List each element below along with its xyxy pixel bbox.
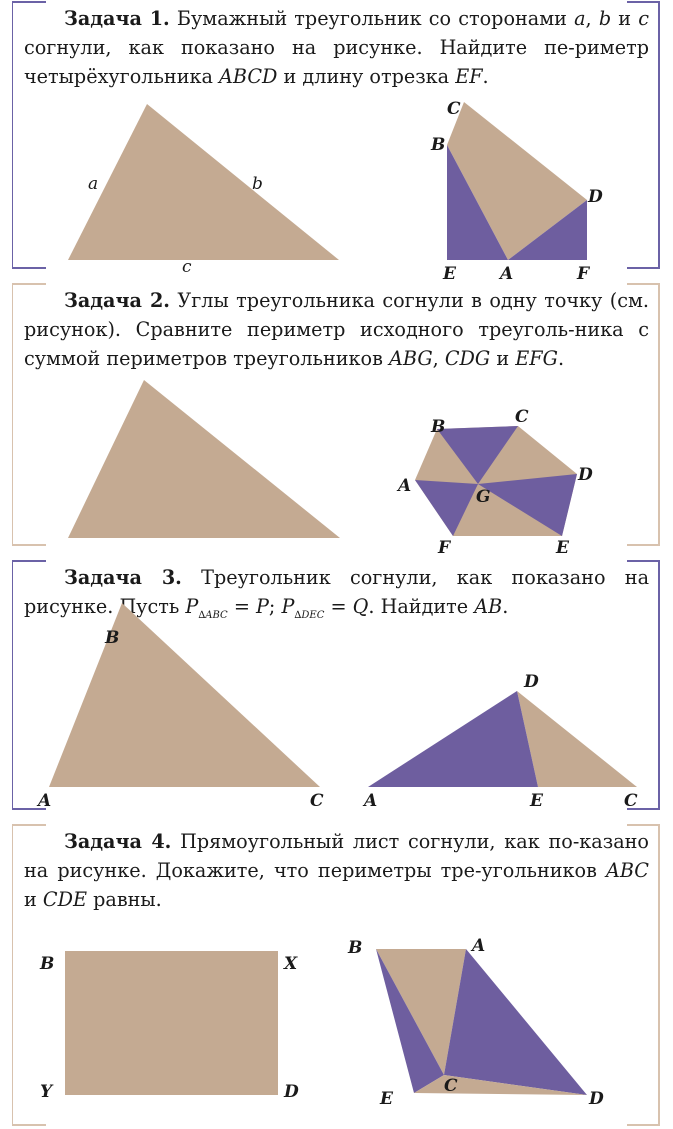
label-E: E [380,1089,393,1109]
label-A: A [472,936,486,956]
label-E: E [443,264,456,284]
rectangle-sheet [65,951,278,1095]
label-A2: A [364,791,378,811]
task-3 [12,559,661,811]
label-B: B [431,417,446,437]
task-3-title: Задача 3. [64,566,182,589]
label-a: a [88,174,99,194]
original-triangle [68,380,340,538]
task-3-figures [12,559,661,811]
task-2 [12,282,661,558]
task-4-text: Задача 4. Прямоугольный лист согнули, как по-казано на рисунке. Докажите, что периметры тре-угольников ABC и CDE равны. [24,830,649,911]
label-A: A [398,476,412,496]
task-2-title: Задача 2. [64,289,170,312]
task-1 [12,0,661,284]
task-2-text: Задача 2. Углы треугольника согнули в одну точку (см. рисунок). Сравните периметр исходного треуголь-ника с суммой периметров треугольников ABG, CDG и EFG. [24,289,649,370]
label-E: E [556,538,569,558]
task-1-text: Задача 1. Бумажный треугольник со сторонами a, b и c согнули, как показано на рисунке. Найдите пе-риметр четырёхугольника ABCD и длину отрезка EF. [24,7,649,88]
label-X: X [284,954,298,974]
triangle-abc [68,104,339,260]
task-1-title: Задача 1. [64,7,170,30]
folded-purple [368,691,538,787]
label-D: D [588,187,603,207]
label-c: c [182,257,192,277]
label-C: C [447,99,461,119]
label-B: B [40,954,55,974]
label-B: B [105,628,120,648]
label-F: F [577,264,590,284]
task-2-figures [12,282,661,558]
label-A: A [500,264,514,284]
label-b: b [252,174,263,194]
task-4-figures [12,823,661,1127]
task-4-title: Задача 4. [64,830,172,853]
label-E: E [530,791,543,811]
label-B2: B [348,938,363,958]
folded-purple-right [444,949,587,1095]
label-F: F [438,538,451,558]
label-C: C [515,407,529,427]
task-3-text: Задача 3. Треугольник согнули, как показано на рисунке. Пусть $P_{\Delta ABC} = P$; $P_{\Delta DEC} = Q$. Найдите AB. [24,566,650,621]
label-A: A [38,791,52,811]
label-D: D [524,672,539,692]
label-B: B [431,135,446,155]
label-C: C [310,791,324,811]
label-D: D [284,1082,299,1102]
label-C2: C [624,791,638,811]
task-4 [12,823,661,1127]
triangle-abc [49,603,320,787]
task-1-figures [12,0,661,284]
label-Y: Y [40,1082,53,1102]
label-G: G [476,487,491,507]
folded-tan [517,691,637,787]
label-C: C [444,1076,458,1096]
label-D: D [578,465,593,485]
label-D2: D [589,1089,604,1109]
